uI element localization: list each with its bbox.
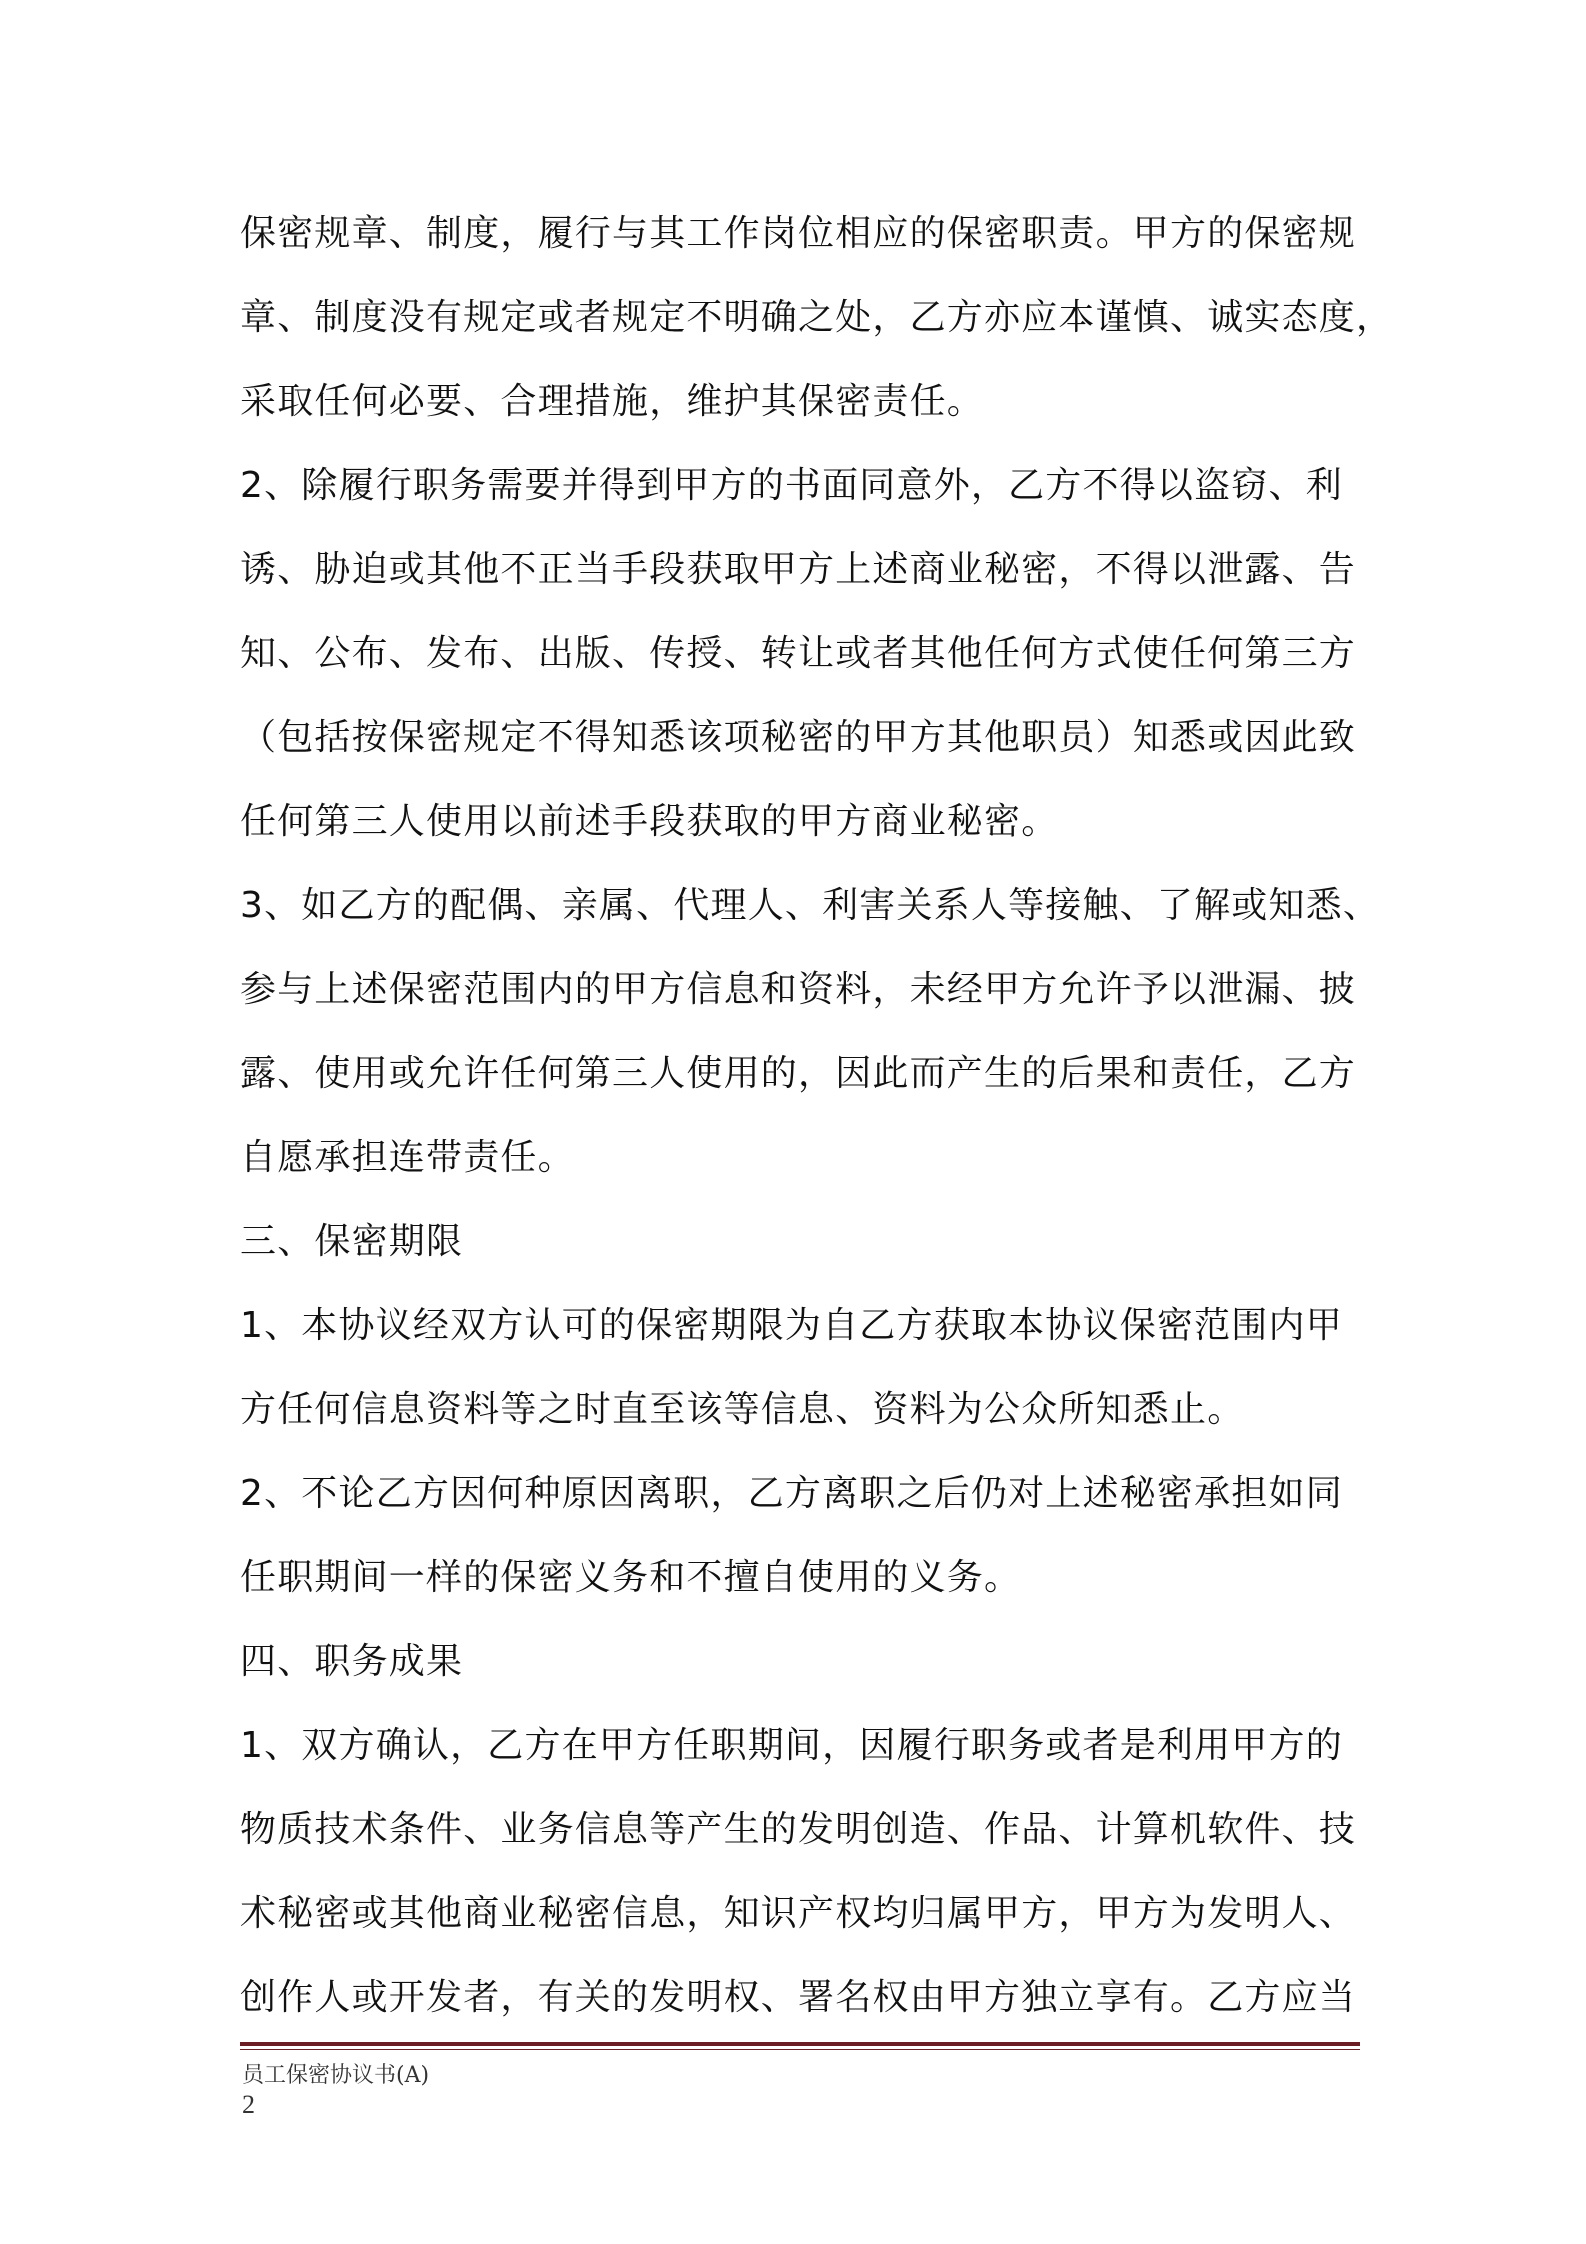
section-heading: 四、职务成果 [240, 1641, 464, 1682]
footer-divider-thin [240, 2049, 1360, 2050]
text-line: 2、不论乙方因何种原因离职，乙方离职之后仍对上述秘密承担如同 [240, 1473, 1343, 1514]
text-line: 方任何信息资料等之时直至该等信息、资料为公众所知悉止。 [240, 1389, 1245, 1430]
section-heading: 三、保密期限 [240, 1221, 464, 1262]
text-line: 术秘密或其他商业秘密信息，知识产权均归属甲方，甲方为发明人、 [240, 1893, 1357, 1934]
text-line: 保密规章、制度，履行与其工作岗位相应的保密职责。甲方的保密规 [240, 213, 1357, 254]
text-line: 自愿承担连带责任。 [240, 1137, 575, 1178]
text-line: 物质技术条件、业务信息等产生的发明创造、作品、计算机软件、技 [240, 1809, 1357, 1850]
footer-divider [240, 2042, 1360, 2046]
text-line: 露、使用或允许任何第三人使用的，因此而产生的后果和责任，乙方 [240, 1053, 1357, 1094]
text-line: 1、双方确认，乙方在甲方任职期间，因履行职务或者是利用甲方的 [240, 1725, 1343, 1766]
text-line: 创作人或开发者，有关的发明权、署名权由甲方独立享有。乙方应当 [240, 1977, 1357, 2018]
text-line: 章、制度没有规定或者规定不明确之处，乙方亦应本谨慎、诚实态度， [240, 297, 1394, 338]
text-line: 采取任何必要、合理措施，维护其保密责任。 [240, 381, 985, 422]
text-line: 3、如乙方的配偶、亲属、代理人、利害关系人等接触、了解或知悉、 [240, 885, 1381, 926]
text-line: 1、本协议经双方认可的保密期限为自乙方获取本协议保密范围内甲 [240, 1305, 1343, 1346]
text-line: 诱、胁迫或其他不正当手段获取甲方上述商业秘密，不得以泄露、告 [240, 549, 1357, 590]
body-text [240, 192, 1394, 2040]
page-number: 2 [242, 2090, 255, 2119]
text-line: 参与上述保密范围内的甲方信息和资料，未经甲方允许予以泄漏、披 [240, 969, 1357, 1010]
text-line: （包括按保密规定不得知悉该项秘密的甲方其他职员）知悉或因此致 [240, 717, 1357, 758]
text-line: 知、公布、发布、出版、传授、转让或者其他任何方式使任何第三方 [240, 633, 1357, 674]
text-line: 任何第三人使用以前述手段获取的甲方商业秘密。 [240, 801, 1059, 842]
text-line: 任职期间一样的保密义务和不擅自使用的义务。 [240, 1557, 1022, 1598]
footer-document-title: 员工保密协议书(A) [242, 2063, 430, 2088]
text-line: 2、除履行职务需要并得到甲方的书面同意外，乙方不得以盗窃、利 [240, 465, 1343, 506]
